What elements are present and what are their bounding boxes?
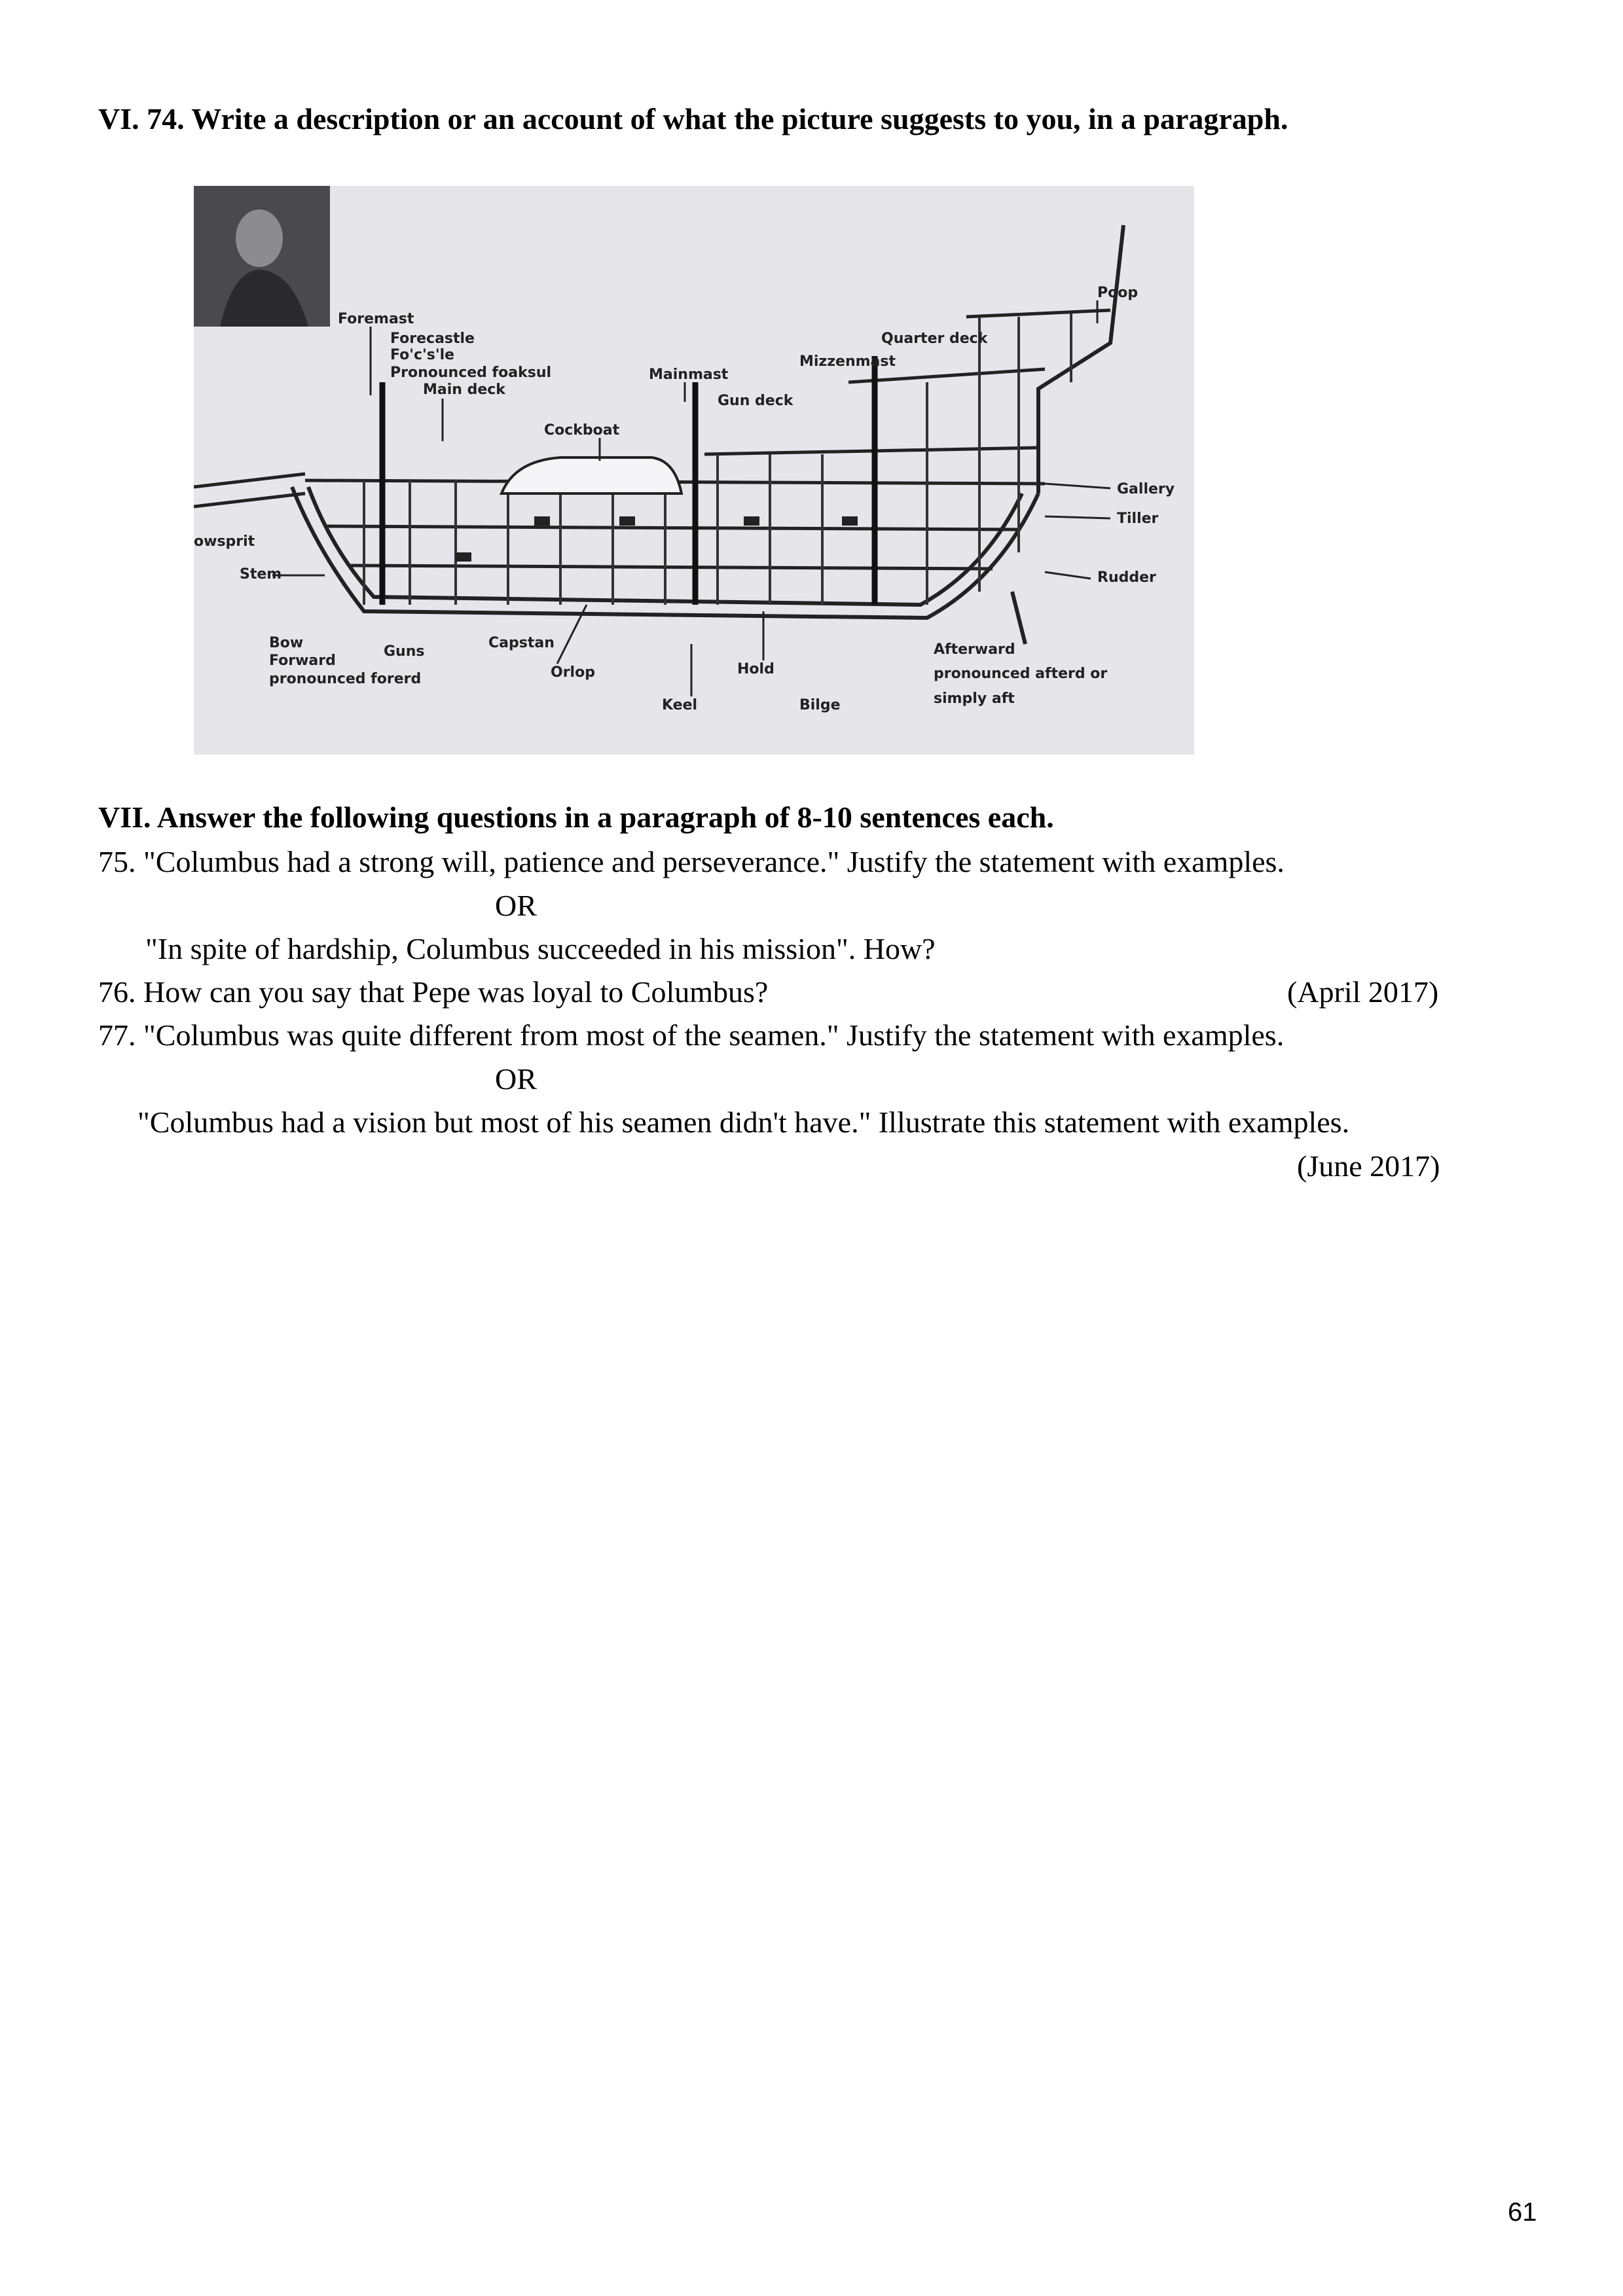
svg-text:Gun deck	[718, 393, 794, 409]
question-75-alternative: "In spite of hardship, Columbus succeeded in his mission". How?	[145, 932, 936, 965]
question-75: 75. "Columbus had a strong will, patience and perseverance." Justify the statement with examples.	[98, 845, 1285, 878]
svg-text:Hold	[737, 661, 775, 677]
diagram-labels	[194, 285, 1175, 713]
svg-text:Cockboat	[544, 422, 620, 439]
svg-text:Forward	[269, 653, 336, 669]
svg-text:pronounced afterd or	[934, 666, 1107, 682]
label-rudder: Rudder	[1097, 569, 1156, 586]
svg-text:Mainmast	[649, 367, 729, 383]
or-separator-2: OR	[495, 1062, 537, 1096]
svg-text:simply aft	[934, 691, 1015, 707]
label-bilge: Bilge	[799, 697, 841, 713]
label-forward: Forward	[269, 653, 336, 669]
svg-text:Quarter deck	[881, 331, 989, 347]
label-mizzenmast: Mizzenmast	[799, 353, 896, 370]
ship-decks	[194, 310, 1110, 569]
svg-text:Capstan	[488, 635, 555, 651]
question-76-date: (April 2017)	[1287, 975, 1439, 1009]
label-hold: Hold	[737, 661, 775, 677]
label-bowsprit: owsprit	[194, 533, 255, 550]
question-77-alternative: "Columbus had a vision but most of his seamen didn't have." Illustrate this statement with examples.	[137, 1105, 1350, 1139]
svg-text:Bow	[269, 635, 303, 651]
label-afterward: Afterward	[934, 641, 1015, 658]
svg-text:Poop	[1097, 285, 1138, 301]
label-gallery: Gallery	[1117, 481, 1175, 497]
label-bow: Bow	[269, 635, 304, 651]
svg-text:Tiller	[1117, 511, 1159, 527]
ship-guns	[456, 516, 858, 562]
svg-text:Bilge	[799, 697, 841, 713]
label-foremast: Foremast	[338, 311, 414, 327]
svg-text:Gallery	[1117, 481, 1175, 497]
question-77: 77. "Columbus was quite different from most of the seamen." Justify the statement with examples.	[98, 1018, 1285, 1052]
label-main-deck: Main deck	[423, 382, 505, 398]
section-6-heading: VI. 74. Write a description or an account of what the picture suggests to you, in a paragraph.	[98, 102, 1288, 135]
portrait-face	[236, 209, 283, 267]
ship-diagram-figure	[194, 186, 1194, 755]
svg-text:Orlop	[551, 664, 595, 681]
page-number: 61	[1508, 2198, 1537, 2227]
svg-text:Mizzenmast	[799, 353, 896, 370]
svg-text:owsprit	[194, 533, 255, 550]
svg-text:Main deck	[423, 382, 506, 398]
svg-text:Rudder	[1097, 569, 1156, 586]
svg-text:Fo'c's'le	[390, 347, 454, 363]
section-7-heading: VII. Answer the following questions in a paragraph of 8-10 sentences each.	[98, 800, 1054, 834]
label-pronounced-foaksul: Pronounced foaksul	[390, 365, 552, 381]
svg-text:Guns	[384, 643, 424, 660]
label-pronounced-afterd: pronounced afterd or	[934, 666, 1108, 682]
svg-text:pronounced forerd	[269, 671, 421, 687]
svg-text:Pronounced foaksul	[390, 365, 551, 381]
label-stem: Stem	[240, 566, 282, 583]
label-mainmast: Mainmast	[649, 367, 729, 383]
label-pronounced-forerd: pronounced forerd	[269, 671, 422, 687]
or-separator-1: OR	[495, 889, 537, 922]
label-orlop: Orlop	[551, 664, 595, 681]
question-77-date: (June 2017)	[1297, 1149, 1440, 1183]
svg-text:Foremast	[338, 311, 414, 327]
cockboat-shape	[501, 457, 682, 493]
label-tiller: Tiller	[1117, 511, 1159, 527]
question-76: 76. How can you say that Pepe was loyal to Columbus?	[98, 975, 769, 1009]
label-guns: Guns	[384, 643, 425, 660]
label-simply-aft: simply aft	[934, 691, 1015, 707]
label-capstan: Capstan	[488, 635, 555, 651]
label-keel: Keel	[662, 697, 698, 713]
label-focsle: Fo'c's'le	[390, 347, 455, 363]
ship-diagram	[194, 186, 1194, 755]
label-quarter-deck: Quarter deck	[881, 331, 988, 347]
svg-text:Keel	[662, 697, 697, 713]
ship-hull	[292, 225, 1123, 644]
label-cockboat: Cockboat	[544, 422, 620, 439]
label-gun-deck: Gun deck	[718, 393, 793, 409]
label-forecastle: Forecastle	[390, 331, 475, 347]
svg-text:Afterward	[934, 641, 1015, 658]
svg-text:Forecastle	[390, 331, 475, 347]
label-poop: Poop	[1097, 285, 1139, 301]
